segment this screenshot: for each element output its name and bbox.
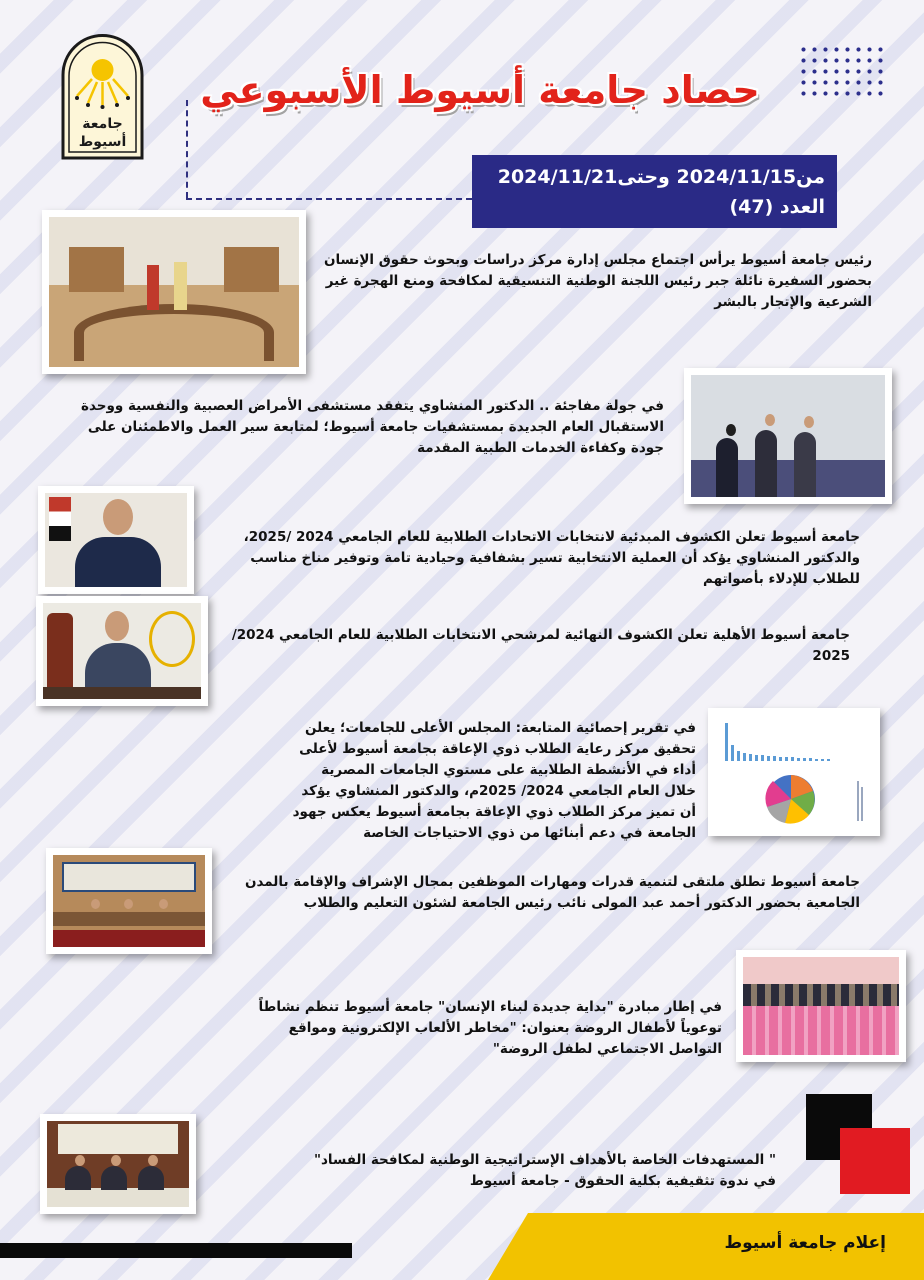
news-photo-seminar [40, 1114, 196, 1214]
issue-number: العدد (47) [729, 196, 825, 218]
news-item-8: " المستهدفات الخاصة بالأهداف الإستراتيجية الوطنية لمكافحة الفساد" في ندوة تثقيفية بكلية الحقوق - جامعة أسيوط [313, 1152, 776, 1189]
news-photo-president [38, 486, 194, 594]
logo-text-line2: أسيوط [78, 134, 127, 150]
decorative-dot-grid [798, 44, 886, 96]
university-logo [55, 30, 150, 160]
dashed-connector-vertical [186, 100, 188, 198]
footer-media-label: إعلام جامعة أسيوط [724, 1233, 886, 1253]
news-photo-statistics-chart [708, 708, 880, 836]
footer-black-line [0, 1243, 352, 1258]
news-item-7: في إطار مبادرة "بداية جديدة لبناء الإنسان" جامعة أسيوط تنظم نشاطاً توعوياً لأطفال الروضة بعنوان: "مخاطر الألعاب الإلكترونية ومواقع التواصل الاجتماعي لطفل الروضة" [258, 999, 722, 1057]
news-item-2: في جولة مفاجئة .. الدكتور المنشاوي يتفقد مستشفى الأمراض العصبية والنفسية ووحدة الاستقبال العام الجديدة بمستشفيات جامعة أسيوط؛ لمتابعة سير العمل والاطمئنان على جودة وكفاءة الخدمات الطبية المقدمة [80, 398, 664, 456]
news-photo-meeting [42, 210, 306, 374]
date-range-box [472, 155, 837, 228]
date-range: من2024/11/15 وحتى2024/11/21 [497, 166, 825, 188]
news-item-5: في تقرير إحصائية المتابعة: المجلس الأعلى للجامعات؛ يعلن تحقيق مركز رعاية الطلاب ذوي الإعاقة بجامعة أسيوط لأعلى أداء في الأنشطة الطلابية على مستوي الجامعات المصرية خلال العام الجامعي 2024/ 2025م، والدكتور المنشاوي يؤكد أن تميز مركز الطلاب ذوي الإعاقة بجامعة أسيوط يعكس جهود الجامعة في دعم أبنائها من ذوي الاحتياجات الخاصة [292, 720, 696, 841]
news-photo-kindergarten [736, 950, 906, 1062]
news-item-6: جامعة أسيوط تطلق ملتقى لتنمية قدرات ومهارات الموظفين بمجال الإشراف والإقامة بالمدن الجامعية بحضور الدكتور أحمد عبد المولى نائب رئيس الجامعة لشئون التعليم والطلاب [244, 874, 860, 911]
logo-text-line1: جامعة [82, 116, 123, 132]
news-photo-forum [46, 848, 212, 954]
page-title: حصاد جامعة أسيوط الأسبوعي [200, 68, 760, 112]
dashed-connector-horizontal [186, 198, 472, 200]
news-photo-national-university [36, 596, 208, 706]
decorative-red-square [840, 1128, 910, 1194]
news-item-3: جامعة أسيوط تعلن الكشوف المبدئية لانتخابات الاتحادات الطلابية للعام الجامعي 2024 /2025، والدكتور المنشاوي يؤكد أن العملية الانتخابية تسير بشفافية وحيادية تامة وتوفير مناخ مناسب للطلاب للإدلاء بأصواتهم [243, 529, 860, 587]
news-item-4: جامعة أسيوط الأهلية تعلن الكشوف النهائية لمرشحي الانتخابات الطلابية للعام الجامعي 2024/ 2025 [231, 627, 850, 664]
news-item-1: رئيس جامعة أسيوط يرأس اجتماع مجلس إدارة مركز دراسات وبحوث حقوق الإنسان بحضور السفيرة نائلة جبر رئيس اللجنة الوطنية التنسيقية لمكافحة ومنع الهجرة غير الشرعية والإتجار بالبشر [323, 252, 872, 310]
news-photo-hospital [684, 368, 892, 504]
